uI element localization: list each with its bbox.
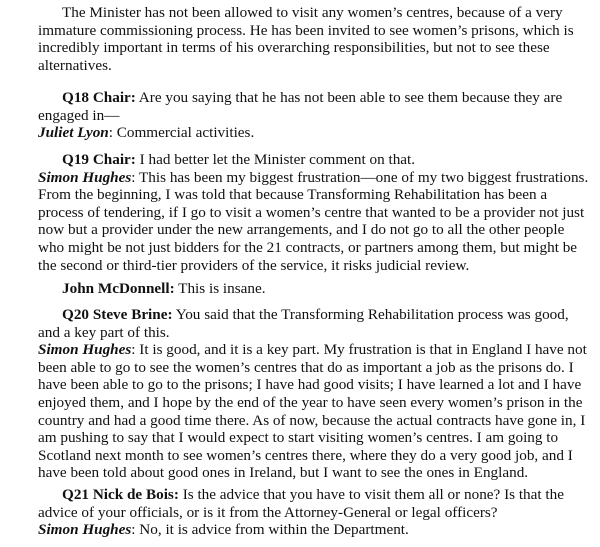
interjection-text: This is insane. [174,280,266,297]
answer-line: enjoyed them, and I hope by the end of the year to have seen every women’s prison in the [38,393,583,411]
answer-line: Scotland next month to see women’s centres there, where they do a very good job, and I [38,446,573,464]
question-q19 [38,151,589,274]
answer-line: am pushing to say that I would expect to start visiting women’s centres. I am going to [38,429,559,447]
text-line: alternatives. [38,56,112,74]
question-line [38,306,569,324]
question-line: engaged in— [38,106,120,124]
answer-text: : It is good, and it is a key part. My frustration is that in England I have not [131,341,587,359]
answer-line [38,124,569,142]
speaker-name: Nick de Bois: [92,486,179,503]
answer-text: : Commercial activities. [108,124,255,142]
interjection-mcdonnell [38,280,569,298]
answer-line: have been told about good ones in Ireland, but I want to see the ones in England. [38,464,529,482]
answer-line: who might be not just bidders for the 21 contracts, or partners among them, but might be [38,238,578,256]
text-line: incredibly important in terms of his overarching responsibilities, but not to see these [38,39,550,57]
answer-text: : No, it is advice from within the Department. [131,521,409,539]
question-q18 [38,89,569,142]
interjection-line [38,280,569,298]
answer-line: country and had a good time there. As of now, because the actual contracts have gone in, I [38,411,586,429]
answer-line: From the beginning, I was told that because Transforming Rehabilitation has been a [38,186,548,204]
question-line [38,486,569,504]
speaker-name: Simon Hughes [38,341,132,359]
answer-line: process of tendering, if I go to visit a women’s centre that wanted to be a provider not just [38,203,585,221]
question-text: Is the advice that you have to visit them all or none? Is that the [178,486,564,503]
speaker-name: Simon Hughes [38,521,132,539]
intro-paragraph [38,4,574,74]
answer-line: been able to go to see the women’s centres that do as important a job as the prisons do. I [38,358,574,376]
question-number: Q20 [62,306,90,323]
speaker-name: Chair: [92,151,136,168]
question-line: and a key part of this. [38,323,170,341]
speaker-name: John McDonnell: [62,280,175,297]
answer-line: have been able to go to the prisons; I have had good visits; I have learned a lot and I have [38,376,582,394]
question-number: Q18 [62,89,90,106]
speaker-name: Juliet Lyon [38,124,109,142]
question-q20 [38,306,587,482]
question-number: Q19 [62,151,90,168]
speaker-name: Steve Brine: [92,306,173,323]
question-line: advice of your officials, or is it from the Attorney-General or legal officers? [38,503,498,521]
answer-line [38,168,589,187]
question-text: I had better let the Minister comment on that. [135,151,416,168]
question-line [38,151,569,169]
question-text: You said that the Transforming Rehabilitation process was good, [172,306,569,323]
answer-line: now but a provider under the new arrangements, and I do not go to all the other people [38,221,565,239]
question-q21 [38,486,569,539]
question-line [38,89,569,107]
question-number: Q21 [62,486,90,503]
speaker-name: Chair: [92,89,136,106]
answer-line: the second or third-tier providers of the service, it risks judicial review. [38,256,470,274]
answer-line [38,521,569,539]
question-text: Are you saying that he has not been able to see them because they are [135,89,563,106]
speaker-name: Simon Hughes [38,168,132,186]
text-line: The Minister has not been allowed to visit any women’s centres, because of a very [62,4,563,21]
answer-line [38,341,587,359]
text-line: immature commissioning process. He has been invited to see women’s prisons, which is [38,21,574,39]
answer-text: : This has been my biggest frustration—one of my two biggest frustrations. [131,168,589,186]
